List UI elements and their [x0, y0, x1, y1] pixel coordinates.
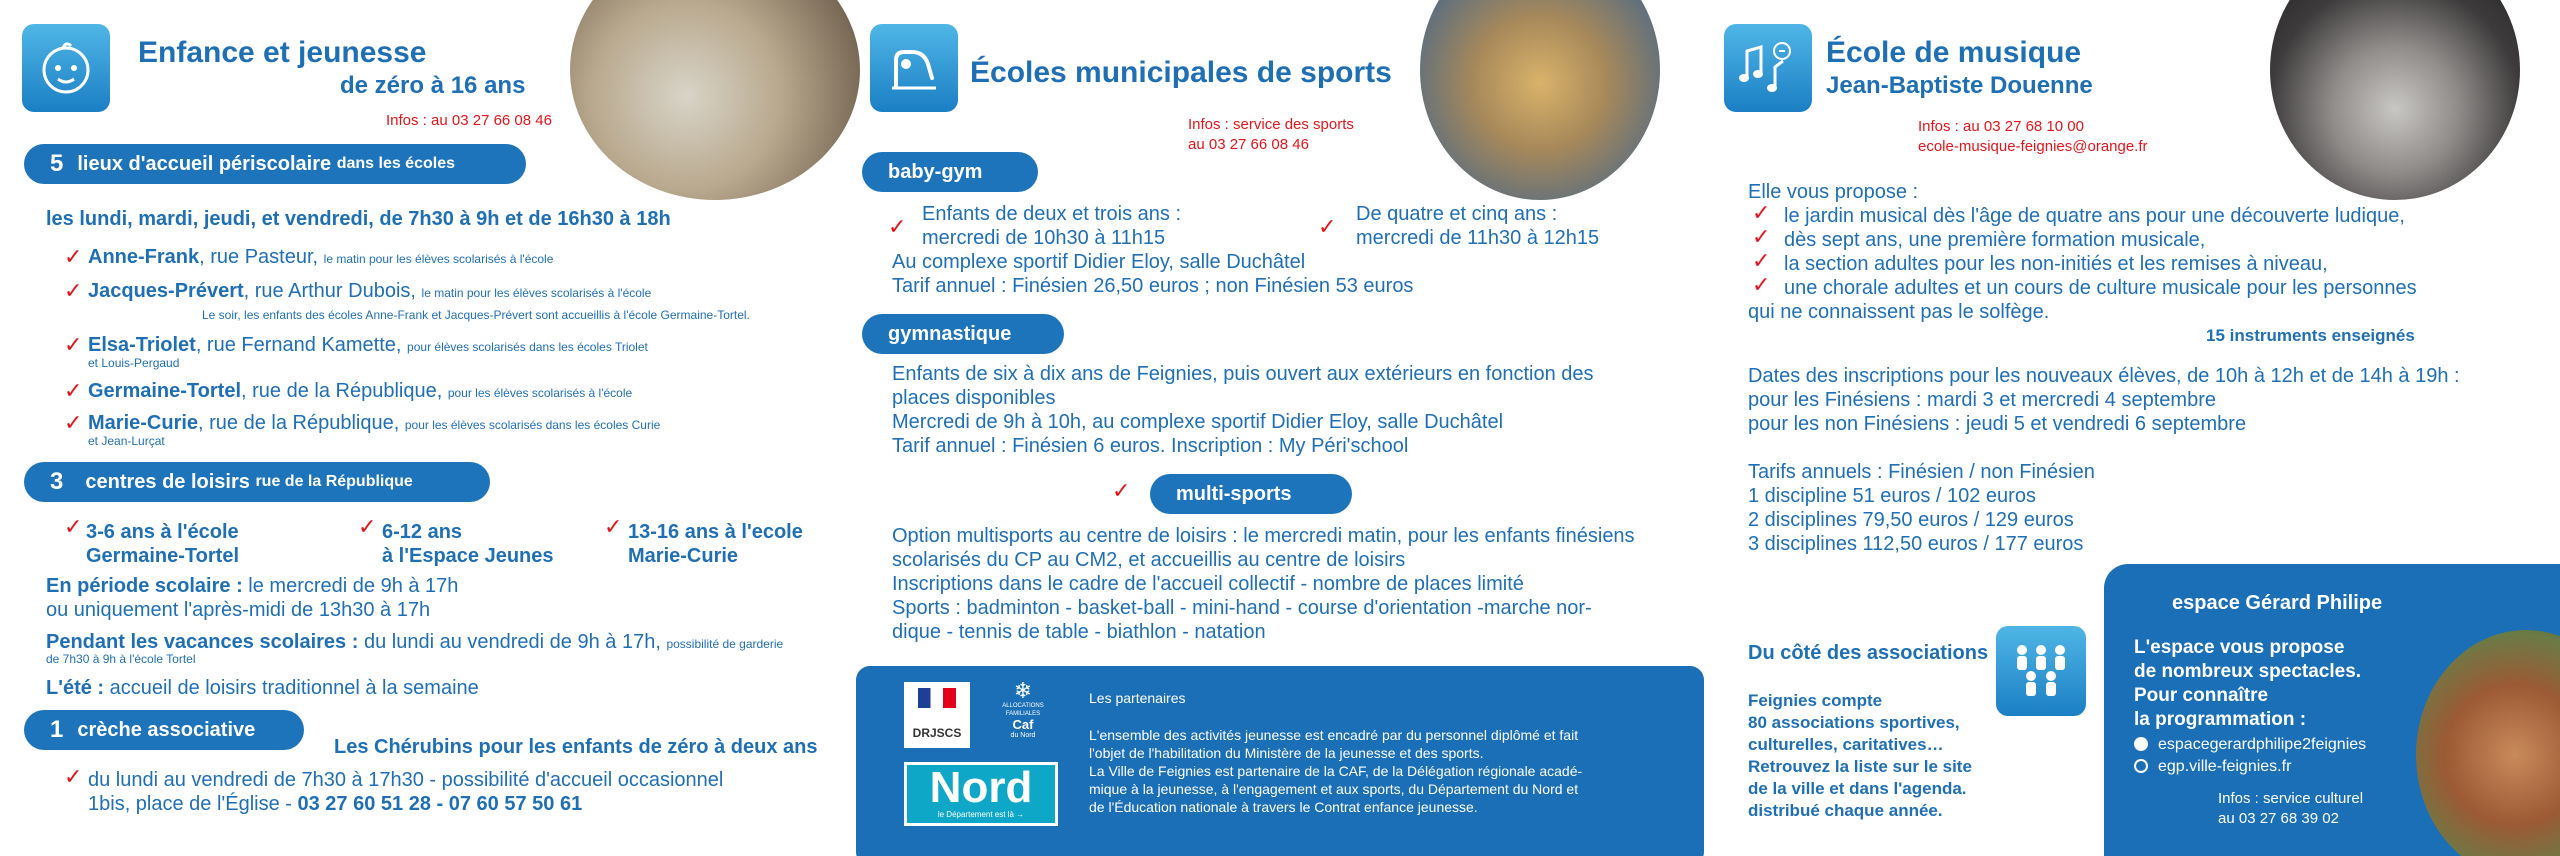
check-icon: ✓	[358, 514, 377, 539]
tarifs-2: 1 discipline 51 euros / 102 euros	[1748, 485, 2036, 507]
egp-infos-1: Infos : service culturel	[2218, 790, 2364, 807]
gym-photo	[1420, 0, 1660, 200]
tarifs-1: Tarifs annuels : Finésien / non Finésien	[1748, 461, 2095, 483]
egp-title: espace Gérard Philipe	[2172, 592, 2383, 614]
egp-panel	[2104, 564, 2560, 856]
building-photo	[2416, 630, 2560, 856]
babygym-b2: mercredi de 11h30 à 12h15	[1356, 227, 1600, 249]
multi-l4: Sports : badminton - basket-ball - mini-hand - course d'orientation -marche nor-	[892, 597, 1592, 619]
check-icon: ✓	[64, 514, 83, 539]
check-icon: ✓	[604, 514, 623, 539]
centre-13-16: 13-16 ans à l'ecole Marie-Curie	[628, 521, 803, 567]
place-anne-frank: Anne-Frank, rue Pasteur, le matin pour les élèves scolarisés à l'école	[88, 246, 554, 268]
gym-l1: Enfants de six à dix ans de Feignies, puis ouvert aux extérieurs en fonction des	[892, 363, 1594, 385]
tarifs-3: 2 disciplines 79,50 euros / 129 euros	[1748, 509, 2074, 531]
facebook-icon	[2134, 737, 2148, 751]
creche-hours: du lundi au vendredi de 7h30 à 17h30 - possibilité d'accueil occasionnel	[88, 769, 724, 791]
gym-l4: Tarif annuel : Finésien 6 euros. Inscription : My Péri'school	[892, 435, 1409, 457]
check-icon: ✓	[888, 214, 907, 239]
check-icon: ✓	[64, 332, 83, 357]
place-elsa-note2: et Louis-Pergaud	[88, 356, 180, 370]
pill-centres-loisirs: 3 centres de loisirs rue de la République	[24, 462, 490, 502]
place-elsa-triolet: Elsa-Triolet, rue Fernand Kamette, pour élèves scolarisés dans les écoles Triolet	[88, 334, 648, 356]
vacances-note2: de 7h30 à 9h à l'école Tortel	[46, 652, 196, 666]
check-icon: ✓	[1112, 478, 1131, 503]
musique-subtitle: Jean-Baptiste Douenne	[1826, 72, 2093, 99]
drjscs-logo: DRJSCS	[904, 682, 970, 748]
check-icon: ✓	[64, 244, 83, 269]
periscolaire-hours: les lundi, mardi, jeudi, et vendredi, de 7h30 à 9h et de 16h30 à 18h	[46, 208, 671, 230]
people-group-icon	[1996, 626, 2086, 716]
pill-baby-gym: baby-gym	[862, 152, 1038, 192]
babygym-a2: mercredi de 10h30 à 11h15	[922, 227, 1166, 249]
egp-website[interactable]: egp.ville-feignies.fr	[2134, 758, 2291, 776]
caf-logo: ❄ ALLOCATIONS FAMILIALES Caf du Nord	[1002, 678, 1044, 739]
gym-l3: Mercredi de 9h à 10h, au complexe sportif Didier Eloy, salle Duchâtel	[892, 411, 1504, 433]
enfance-subtitle: de zéro à 16 ans	[340, 72, 526, 99]
place-curie-note2: et Jean-Lurçat	[88, 434, 165, 448]
place-jacques-prevert: Jacques-Prévert, rue Arthur Dubois, le matin pour les élèves scolarisés à l'école	[88, 280, 652, 302]
pill-gymnastique: gymnastique	[862, 314, 1064, 354]
multi-l5: dique - tennis de table - biathlon - natation	[892, 621, 1266, 643]
centre-6-12: 6-12 ans à l'Espace Jeunes	[382, 521, 554, 567]
check-icon: ✓	[64, 410, 83, 435]
dates-1: Dates des inscriptions pour les nouveaux élèves, de 10h à 12h et de 14h à 19h :	[1748, 365, 2460, 387]
nord-logo: Nord le Département est là →	[904, 762, 1058, 826]
check-icon: ✓	[64, 764, 83, 789]
musique-item-cont: qui ne connaissent pas le solfège.	[1748, 301, 2050, 323]
partners-panel	[856, 666, 1704, 856]
enfance-infos: Infos : au 03 27 66 08 46	[386, 112, 552, 129]
check-icon: ✓	[1752, 224, 1771, 249]
place-marie-curie: Marie-Curie, rue de la République, pour les élèves scolarisés dans les écoles Curie	[88, 412, 661, 434]
dates-3: pour les non Finésiens : jeudi 5 et vendredi 6 septembre	[1748, 413, 2247, 435]
check-icon: ✓	[1752, 272, 1771, 297]
gymnast-icon	[870, 24, 958, 112]
children-drawing-photo	[570, 0, 860, 200]
babygym-a1: Enfants de deux et trois ans :	[922, 203, 1182, 225]
sports-infos-1: Infos : service des sports	[1188, 116, 1354, 133]
multi-l1: Option multisports au centre de loisirs : le mercredi matin, pour les enfants finésiens	[892, 525, 1635, 547]
assoc-title: Du côté des associations	[1748, 642, 1989, 664]
music-notes-icon	[1724, 24, 1812, 112]
creche-address: 1bis, place de l'Église - 03 27 60 51 28 - 07 60 57 50 61	[88, 793, 583, 815]
orchestra-photo	[2270, 0, 2520, 200]
periode-scolaire-2: ou uniquement l'après-midi de 13h30 à 17h	[46, 599, 431, 621]
musique-title: École de musique	[1826, 36, 2082, 69]
babygym-lieu: Au complexe sportif Didier Eloy, salle Duchâtel	[892, 251, 1306, 273]
babygym-b1: De quatre et cinq ans :	[1356, 203, 1558, 225]
sports-infos-2: au 03 27 66 08 46	[1188, 136, 1309, 153]
partners-title: Les partenaires	[1089, 690, 1186, 706]
partners-text: L'ensemble des activités jeunesse est encadré par du personnel diplômé et fait l'objet de l'habilitation du Ministère de la jeunesse et des sports. La Ville de Feignies est partenaire de la CAF, de la Délégation régionale acadé- mique à la jeunesse, à l'engagement et aux sports, du Département du Nord et de l'Éducation nationale à travers le Contrat enfance jeunesse.	[1089, 727, 1583, 815]
musique-intro: Elle vous propose :	[1748, 181, 1919, 203]
gym-l2: places disponibles	[892, 387, 1056, 409]
check-icon: ✓	[1318, 214, 1337, 239]
check-icon: ✓	[1752, 248, 1771, 273]
musique-infos-2: ecole-musique-feignies@orange.fr	[1918, 138, 2148, 155]
musique-item-2: dès sept ans, une première formation musicale,	[1784, 229, 2206, 251]
multi-l3: Inscriptions dans le cadre de l'accueil collectif - nombre de places limité	[892, 573, 1524, 595]
enfance-title: Enfance et jeunesse	[138, 36, 427, 69]
globe-icon	[2134, 759, 2148, 773]
ete: L'été : accueil de loisirs traditionnel à la semaine	[46, 677, 479, 699]
tarifs-4: 3 disciplines 112,50 euros / 177 euros	[1748, 533, 2084, 555]
vacances: Pendant les vacances scolaires : du lundi au vendredi de 9h à 17h, possibilité de garderie	[46, 631, 784, 653]
egp-text: L'espace vous propose de nombreux spectacles. Pour connaître la programmation :	[2134, 637, 2362, 730]
periode-scolaire: En période scolaire : le mercredi de 9h à 17h	[46, 575, 459, 597]
assoc-text: Feignies compte 80 associations sportives, culturelles, caritatives… Retrouvez la liste sur le site de la ville et dans l'agenda. distribué chaque année.	[1748, 691, 1972, 820]
baby-face-icon	[22, 24, 110, 112]
check-icon: ✓	[64, 278, 83, 303]
place-germaine-tortel: Germaine-Tortel, rue de la République, pour les élèves scolarisés à l'école	[88, 380, 633, 402]
soir-note: Le soir, les enfants des écoles Anne-Frank et Jacques-Prévert sont accueillis à l'école Germaine-Tortel.	[202, 308, 750, 322]
multi-l2: scolarisés du CP au CM2, et accueillis au centre de loisirs	[892, 549, 1406, 571]
check-icon: ✓	[1752, 200, 1771, 225]
dates-2: pour les Finésiens : mardi 3 et mercredi 4 septembre	[1748, 389, 2216, 411]
check-icon: ✓	[64, 378, 83, 403]
babygym-tarif: Tarif annuel : Finésien 26,50 euros ; non Finésien 53 euros	[892, 275, 1414, 297]
sports-title: Écoles municipales de sports	[970, 56, 1392, 89]
musique-item-3: la section adultes pour les non-initiés et les remises à niveau,	[1784, 253, 2328, 275]
musique-infos-1: Infos : au 03 27 68 10 00	[1918, 118, 2084, 135]
pill-periscolaire: 5 lieux d'accueil périscolaire dans les écoles	[24, 144, 526, 184]
cherubins-title: Les Chérubins pour les enfants de zéro à deux ans	[334, 736, 818, 758]
musique-item-4: une chorale adultes et un cours de culture musicale pour les personnes	[1784, 277, 2417, 299]
pill-creche: 1 crèche associative	[24, 710, 304, 750]
pill-multi-sports: multi-sports	[1150, 474, 1352, 514]
egp-infos-2: au 03 27 68 39 02	[2218, 810, 2339, 827]
centre-3-6: 3-6 ans à l'école Germaine-Tortel	[86, 521, 239, 567]
egp-facebook[interactable]: espacegerardphilipe2feignies	[2134, 736, 2366, 754]
instruments: 15 instruments enseignés	[2206, 326, 2415, 345]
musique-item-1: le jardin musical dès l'âge de quatre ans pour une découverte ludique,	[1784, 205, 2405, 227]
